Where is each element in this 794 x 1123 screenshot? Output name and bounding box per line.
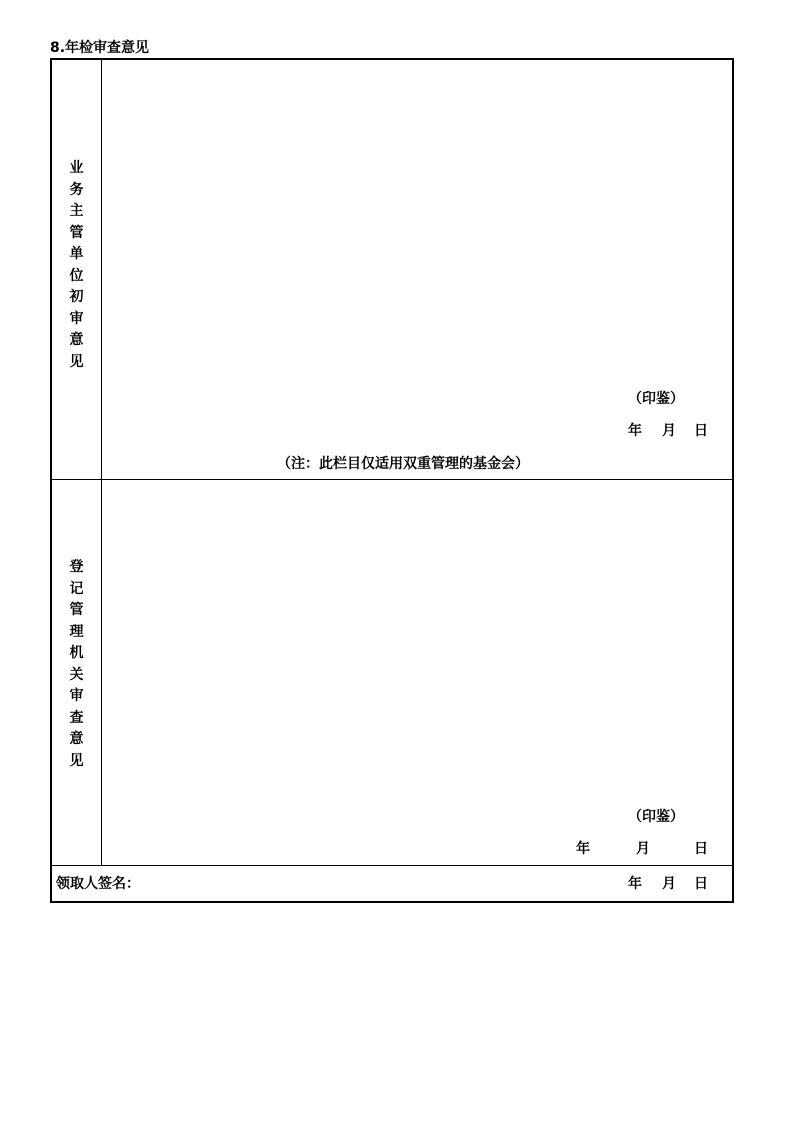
label-char: 单 [69, 246, 84, 262]
annual-review-form [50, 58, 734, 903]
supervisor-date-day: 日 [694, 423, 708, 439]
label-column-divider [101, 60, 102, 865]
supervisor-note: （注：此栏目仅适用双重管理的基金会） [277, 456, 529, 472]
label-char: 主 [69, 203, 84, 219]
label-char: 管 [69, 224, 84, 241]
label-char: 业 [69, 160, 84, 176]
recipient-date-year: 年 [628, 876, 642, 892]
label-char: 务 [69, 181, 84, 198]
label-char: 见 [69, 752, 84, 769]
label-char: 意 [69, 731, 84, 747]
label-char: 管 [69, 602, 84, 618]
footer-divider [52, 865, 732, 866]
page-title: 8.年检审查意见 [50, 40, 150, 56]
registration-date-month: 月 [636, 841, 650, 857]
label-char: 意 [69, 332, 84, 348]
label-char: 登 [69, 559, 84, 575]
label-char: 见 [69, 353, 84, 370]
label-char: 初 [69, 289, 84, 305]
supervisor-date-year: 年 [628, 423, 642, 439]
supervisor-opinion-label [52, 60, 101, 479]
supervisor-seal-text: （印鉴） [628, 391, 684, 407]
registration-seal-text: （印鉴） [628, 809, 684, 825]
label-char: 关 [69, 666, 84, 683]
label-char: 理 [69, 623, 84, 640]
section-divider [52, 479, 732, 480]
label-char: 记 [69, 580, 84, 597]
registration-date-day: 日 [694, 841, 708, 857]
label-char: 审 [69, 310, 84, 327]
label-char: 位 [69, 267, 84, 284]
label-char: 机 [69, 645, 84, 661]
label-char: 查 [69, 709, 84, 726]
recipient-date-month: 月 [662, 876, 676, 892]
recipient-signature-label: 领取人签名： [56, 876, 140, 892]
registration-opinion-label [52, 480, 101, 865]
registration-date-year: 年 [576, 841, 590, 857]
recipient-date-day: 日 [694, 876, 708, 892]
label-char: 审 [69, 688, 84, 704]
supervisor-date-month: 月 [662, 423, 676, 439]
